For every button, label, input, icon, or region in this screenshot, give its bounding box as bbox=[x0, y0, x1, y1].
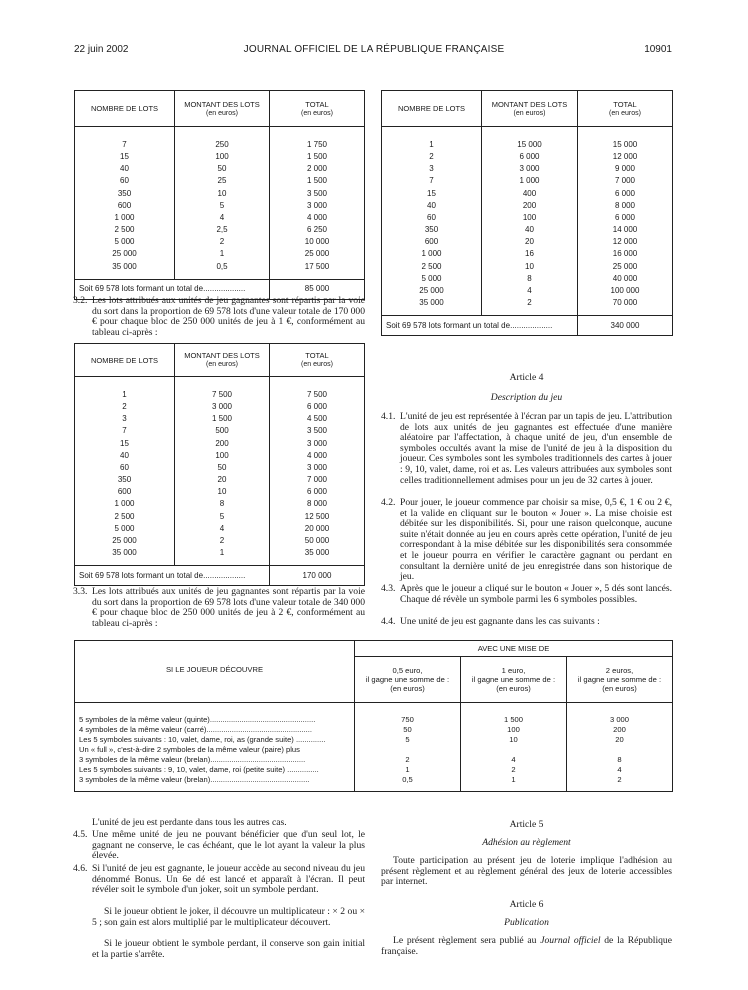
col-header-montant: MONTANT DES LOTS (en euros) bbox=[482, 91, 578, 127]
cell-total: 12 500 bbox=[270, 511, 365, 523]
article-4-title: Article 4 bbox=[509, 372, 544, 383]
cell-montant: 2 bbox=[175, 236, 270, 248]
table-row bbox=[75, 224, 365, 236]
cell-montant: 8 bbox=[482, 273, 578, 285]
col-header-mise-2: 2 euros, il gagne une somme de : (en euros) bbox=[567, 657, 673, 703]
cell-montant: 20 bbox=[482, 236, 578, 248]
cell-montant: 2,5 bbox=[175, 224, 270, 236]
col-header-total: TOTAL (en euros) bbox=[270, 91, 365, 127]
table-row bbox=[382, 200, 673, 212]
cell-montant: 1 500 bbox=[175, 413, 270, 425]
cell-montant: 50 bbox=[175, 462, 270, 474]
cell-nombre: 350 bbox=[117, 188, 132, 198]
cell-total: 7 000 bbox=[578, 175, 673, 187]
cell-total: 4 000 bbox=[270, 450, 365, 462]
cell-total: 1 500 bbox=[270, 175, 365, 187]
cell-montant: 16 bbox=[482, 248, 578, 260]
col-header-montant: MONTANT DES LOTS (en euros) bbox=[175, 91, 270, 127]
page-date: 22 juin 2002 bbox=[74, 44, 129, 55]
lots-table-2 bbox=[74, 343, 365, 586]
cell-nombre: 25 000 bbox=[112, 535, 137, 545]
cell-nombre: 25 000 bbox=[419, 285, 444, 295]
table-row bbox=[75, 438, 365, 450]
table-row bbox=[75, 511, 365, 523]
total-label: Soit 69 578 lots formant un total de................... bbox=[382, 316, 578, 336]
paragraph-lost: L'unité de jeu est perdante dans tous les autres cas. bbox=[92, 817, 287, 828]
table-row bbox=[75, 248, 365, 260]
cell-nombre: 5 000 bbox=[421, 273, 442, 283]
cell-total: 12 000 bbox=[578, 151, 673, 163]
cell-montant: 8 bbox=[175, 498, 270, 510]
total-value: 85 000 bbox=[270, 279, 365, 299]
cell-montant: 5 bbox=[175, 200, 270, 212]
cell-nombre: 60 bbox=[120, 462, 129, 472]
cell-total: 50 000 bbox=[270, 535, 365, 547]
table-row bbox=[75, 450, 365, 462]
paragraph-4-1: 4.1. L'unité de jeu est représentée à l'écran par un tapis de jeu. L'attribution de lots aux unités de jeu gagnantes est effectuée d'une manière aléatoire par l'affectation, à chaque unité de jeu, d'un ensemble de symboles occultés avant la mise de l'unité de jeu à la disposition du joueur. Ces symboles sont les symboles traditionnels des cartes à jouer : 9, 10, valet, dame, roi et as. Les valeurs attribuées aux symboles sont celles traditionnellement admises pour un jeu de 32 cartes à jouer. bbox=[381, 411, 672, 486]
col-header-nombre: NOMBRE DE LOTS bbox=[75, 344, 175, 377]
col-header-joueur: SI LE JOUEUR DÉCOUVRE bbox=[75, 641, 355, 703]
total-label: Soit 69 578 lots formant un total de................... bbox=[75, 566, 270, 586]
col-header-mise-0-5: 0,5 euro, il gagne une somme de : (en euros) bbox=[355, 657, 461, 703]
table-row: 4 symboles de la même valeur (carré).................................................. 50 100 200 bbox=[75, 725, 673, 735]
cell-nombre: 35 000 bbox=[112, 548, 137, 558]
table-row bbox=[75, 523, 365, 535]
cell-total: 1 500 bbox=[270, 151, 365, 163]
paragraph-4-6-perdant: Si le joueur obtient le symbole perdant, il conserve son gain initial et la partie s'arrête. bbox=[92, 938, 365, 960]
paragraph-4-5: 4.5. Une même unité de jeu ne pouvant bénéficier que d'un seul lot, le gagnant ne conserve, le cas échéant, que le lot ayant la valeur la plus élevée. bbox=[73, 829, 365, 862]
cell-total: 70 000 bbox=[578, 297, 673, 309]
table-row bbox=[75, 236, 365, 248]
lots-table-1 bbox=[74, 90, 365, 300]
col-header-montant: MONTANT DES LOTS (en euros) bbox=[175, 344, 270, 377]
cell-nombre: 15 bbox=[120, 152, 129, 162]
lots-table-3 bbox=[381, 90, 673, 336]
paragraph-4-6-joker: Si le joueur obtient le joker, il découvre un multiplicateur : × 2 ou × 5 ; son gain est alors multiplié par le multiplicateur découvert. bbox=[92, 906, 365, 928]
col-header-mise: AVEC UNE MISE DE bbox=[355, 641, 673, 657]
cell-nombre: 2 500 bbox=[114, 511, 135, 521]
cell-nombre: 15 bbox=[427, 188, 436, 198]
cell-total: 15 000 bbox=[578, 139, 673, 151]
cell-total: 4 000 bbox=[270, 212, 365, 224]
cell-total: 8 000 bbox=[578, 200, 673, 212]
table-row bbox=[382, 224, 673, 236]
cell-montant: 5 bbox=[175, 511, 270, 523]
cell-total: 6 000 bbox=[270, 401, 365, 413]
table-row: Les 5 symboles suivants : 10, valet, dame, roi, as (grande suite) .............. 5 10 20 bbox=[75, 735, 673, 745]
cell-total: 4 500 bbox=[270, 413, 365, 425]
total-value: 170 000 bbox=[270, 566, 365, 586]
article-6-text: Le présent règlement sera publié au Journal officiel de la République française. bbox=[381, 935, 672, 957]
table-row bbox=[75, 535, 365, 547]
table-row: 3 symboles de la même valeur (brelan)............................................. 2 4 8 bbox=[75, 755, 673, 765]
table-row bbox=[75, 139, 365, 151]
cell-nombre: 1 000 bbox=[114, 499, 135, 509]
table-row bbox=[75, 486, 365, 498]
table-row bbox=[75, 212, 365, 224]
cell-nombre: 40 bbox=[120, 164, 129, 174]
cell-nombre: 1 bbox=[429, 140, 434, 149]
cell-nombre: 35 000 bbox=[419, 298, 444, 308]
cell-total: 10 000 bbox=[270, 236, 365, 248]
cell-nombre: 7 bbox=[122, 426, 127, 436]
article-5-title: Article 5 bbox=[509, 819, 544, 830]
table-row bbox=[382, 248, 673, 260]
cell-total: 2 000 bbox=[270, 163, 365, 175]
cell-nombre: 1 bbox=[122, 390, 127, 399]
table-row bbox=[75, 200, 365, 212]
cell-nombre: 35 000 bbox=[112, 261, 137, 271]
cell-nombre: 5 000 bbox=[114, 237, 135, 247]
cell-total: 8 000 bbox=[270, 498, 365, 510]
cell-nombre: 15 bbox=[120, 438, 129, 448]
cell-montant: 3 000 bbox=[482, 163, 578, 175]
cell-total: 20 000 bbox=[270, 523, 365, 535]
page-number: 10901 bbox=[644, 44, 672, 55]
table-row: 3 symboles de la même valeur (brelan)............................................... 0,5 1 2 bbox=[75, 775, 673, 785]
cell-nombre: 5 000 bbox=[114, 523, 135, 533]
cell-nombre: 7 bbox=[122, 140, 127, 149]
table-row bbox=[75, 389, 365, 401]
cell-total: 9 000 bbox=[578, 163, 673, 175]
col-header-nombre: NOMBRE DE LOTS bbox=[75, 91, 175, 127]
table-row: 5 symboles de la même valeur (quinte).................................................. 750 1 500 3 000 bbox=[75, 715, 673, 725]
cell-nombre: 2 500 bbox=[114, 225, 135, 235]
cell-montant: 40 bbox=[482, 224, 578, 236]
cell-montant: 500 bbox=[175, 425, 270, 437]
cell-nombre: 60 bbox=[427, 212, 436, 222]
cell-nombre: 40 bbox=[120, 450, 129, 460]
cell-montant: 100 bbox=[175, 151, 270, 163]
cell-total: 7 000 bbox=[270, 474, 365, 486]
article-5-subtitle: Adhésion au règlement bbox=[482, 837, 571, 848]
cell-montant: 100 bbox=[175, 450, 270, 462]
cell-montant: 15 000 bbox=[482, 139, 578, 151]
article-6-subtitle: Publication bbox=[504, 917, 549, 928]
col-header-total: TOTAL (en euros) bbox=[578, 91, 673, 127]
article-6-title: Article 6 bbox=[509, 899, 544, 910]
cell-total: 25 000 bbox=[270, 248, 365, 260]
article-4-subtitle: Description du jeu bbox=[490, 392, 563, 403]
cell-nombre: 600 bbox=[117, 487, 132, 497]
cell-nombre: 3 bbox=[122, 414, 127, 424]
cell-nombre: 40 bbox=[427, 200, 436, 210]
cell-montant: 25 bbox=[175, 175, 270, 187]
cell-nombre: 350 bbox=[424, 225, 439, 235]
cell-total: 3 000 bbox=[270, 462, 365, 474]
table-row: Les 5 symboles suivants : 9, 10, valet, dame, roi (petite suite) ............... 1 2 4 bbox=[75, 765, 673, 775]
table-row bbox=[75, 175, 365, 187]
total-row bbox=[382, 316, 673, 336]
cell-total: 6 000 bbox=[578, 212, 673, 224]
table-row bbox=[75, 425, 365, 437]
cell-montant: 250 bbox=[175, 139, 270, 151]
table-row bbox=[75, 261, 365, 273]
cell-montant: 7 500 bbox=[175, 389, 270, 401]
cell-nombre: 7 bbox=[429, 176, 434, 186]
cell-montant: 10 bbox=[175, 188, 270, 200]
cell-total: 40 000 bbox=[578, 273, 673, 285]
cell-nombre: 350 bbox=[117, 475, 132, 485]
cell-montant: 0,5 bbox=[175, 261, 270, 273]
table-row bbox=[382, 212, 673, 224]
cell-total: 1 750 bbox=[270, 139, 365, 151]
cell-nombre: 600 bbox=[424, 237, 439, 247]
table-row bbox=[75, 163, 365, 175]
cell-total: 3 500 bbox=[270, 188, 365, 200]
table-row bbox=[382, 139, 673, 151]
cell-total: 25 000 bbox=[578, 261, 673, 273]
col-header-total: TOTAL (en euros) bbox=[270, 344, 365, 377]
cell-total: 12 000 bbox=[578, 236, 673, 248]
cell-montant: 200 bbox=[482, 200, 578, 212]
cell-total: 6 000 bbox=[270, 486, 365, 498]
cell-nombre: 2 500 bbox=[421, 261, 442, 271]
cell-montant: 4 bbox=[482, 285, 578, 297]
gains-table bbox=[74, 640, 673, 792]
cell-total: 6 250 bbox=[270, 224, 365, 236]
cell-total: 16 000 bbox=[578, 248, 673, 260]
paragraph-4-3: 4.3. Après que le joueur a cliqué sur le bouton « Jouer », 5 dés sont lancés. Chaque dé révèle un symbole parmi les 6 symboles possibles. bbox=[381, 583, 672, 605]
table-row bbox=[382, 236, 673, 248]
paragraph-3-2: 3.2. Les lots attribués aux unités de jeu gagnantes sont répartis par la voie du sort dans la proportion de 69 578 lots d'une valeur totale de 170 000 € pour chaque bloc de 250 000 unités de jeu à 1 €, conformément au tableau ci-après : bbox=[73, 295, 365, 338]
cell-montant: 6 000 bbox=[482, 151, 578, 163]
cell-nombre: 25 000 bbox=[112, 249, 137, 259]
paragraph-4-6: 4.6. Si l'unité de jeu est gagnante, le joueur accède au second niveau du jeu dénommé Bonus. Un 6e dé est lancé et apparaît à l'écran. Il peut révéler soit le symbole d'un joker, soit un symbole perdant. bbox=[73, 863, 365, 896]
table-row bbox=[382, 261, 673, 273]
cell-montant: 1 bbox=[175, 248, 270, 260]
table-row bbox=[382, 285, 673, 297]
cell-total: 3 000 bbox=[270, 438, 365, 450]
paragraph-3-3: 3.3. Les lots attribués aux unités de jeu gagnantes sont répartis par la voie du sort dans la proportion de 69 578 lots d'une valeur totale de 340 000 € pour chaque bloc de 250 000 unités de jeu à 2 €, conformément au tableau ci-après : bbox=[73, 586, 365, 629]
cell-nombre: 1 000 bbox=[421, 249, 442, 259]
cell-total: 17 500 bbox=[270, 261, 365, 273]
cell-montant: 4 bbox=[175, 523, 270, 535]
cell-nombre: 3 bbox=[429, 164, 434, 174]
table-row bbox=[75, 474, 365, 486]
cell-total: 7 500 bbox=[270, 389, 365, 401]
cell-total: 14 000 bbox=[578, 224, 673, 236]
cell-total: 3 500 bbox=[270, 425, 365, 437]
cell-montant: 4 bbox=[175, 212, 270, 224]
paragraph-4-2: 4.2. Pour jouer, le joueur commence par choisir sa mise, 0,5 €, 1 € ou 2 €, et la valide en cliquant sur le bouton « Jouer ». La mise choisie est débitée sur les disponibilités. Si, pour une raison quelconque, aucune suite n'était donnée au jeu en cours après cette opération, l'unité de jeu correspondant à la mise débitée sur les disponibilités sera consommée et le joueur pourra en vérifier le caractère gagnant ou perdant en consultant la dernière unité de jeu enregistrée dans son historique de jeu. bbox=[381, 497, 672, 583]
cell-montant: 3 000 bbox=[175, 401, 270, 413]
cell-total: 3 000 bbox=[270, 200, 365, 212]
cell-montant: 10 bbox=[482, 261, 578, 273]
table-row bbox=[382, 151, 673, 163]
col-header-nombre: NOMBRE DE LOTS bbox=[382, 91, 482, 127]
paragraph-4-4: 4.4. Une unité de jeu est gagnante dans les cas suivants : bbox=[381, 616, 600, 627]
cell-montant: 10 bbox=[175, 486, 270, 498]
table-row bbox=[382, 273, 673, 285]
cell-montant: 2 bbox=[482, 297, 578, 309]
cell-nombre: 600 bbox=[117, 200, 132, 210]
cell-total: 100 000 bbox=[578, 285, 673, 297]
cell-nombre: 1 000 bbox=[114, 212, 135, 222]
cell-montant: 20 bbox=[175, 474, 270, 486]
cell-montant: 50 bbox=[175, 163, 270, 175]
cell-montant: 1 000 bbox=[482, 175, 578, 187]
table-row bbox=[382, 297, 673, 309]
cell-montant: 400 bbox=[482, 188, 578, 200]
article-5-text: Toute participation au présent jeu de loterie implique l'adhésion au présent règlement et au règlement général des jeux de loterie accessibles par internet. bbox=[381, 855, 672, 888]
journal-title: JOURNAL OFFICIEL DE LA RÉPUBLIQUE FRANÇAISE bbox=[243, 44, 505, 55]
cell-montant: 2 bbox=[175, 535, 270, 547]
cell-nombre: 2 bbox=[122, 402, 127, 412]
table-row bbox=[382, 188, 673, 200]
total-row bbox=[75, 566, 365, 586]
total-value: 340 000 bbox=[578, 316, 673, 336]
cell-nombre: 60 bbox=[120, 176, 129, 186]
total-label: Soit 69 578 lots formant un total de................... bbox=[75, 279, 270, 299]
cell-montant: 200 bbox=[175, 438, 270, 450]
cell-total: 6 000 bbox=[578, 188, 673, 200]
cell-nombre: 2 bbox=[429, 152, 434, 162]
table-row: Un « full », c'est-à-dire 2 symboles de la même valeur (paire) plus bbox=[75, 745, 673, 755]
cell-montant: 100 bbox=[482, 212, 578, 224]
col-header-mise-1: 1 euro, il gagne une somme de : (en euros) bbox=[461, 657, 567, 703]
table-row bbox=[75, 498, 365, 510]
table-row bbox=[382, 163, 673, 175]
table-row bbox=[75, 188, 365, 200]
table-row bbox=[75, 462, 365, 474]
table-row bbox=[75, 413, 365, 425]
table-row bbox=[75, 151, 365, 163]
cell-montant: 1 bbox=[175, 547, 270, 559]
table-row bbox=[382, 175, 673, 187]
table-row bbox=[75, 401, 365, 413]
cell-total: 35 000 bbox=[270, 547, 365, 559]
table-row bbox=[75, 547, 365, 559]
